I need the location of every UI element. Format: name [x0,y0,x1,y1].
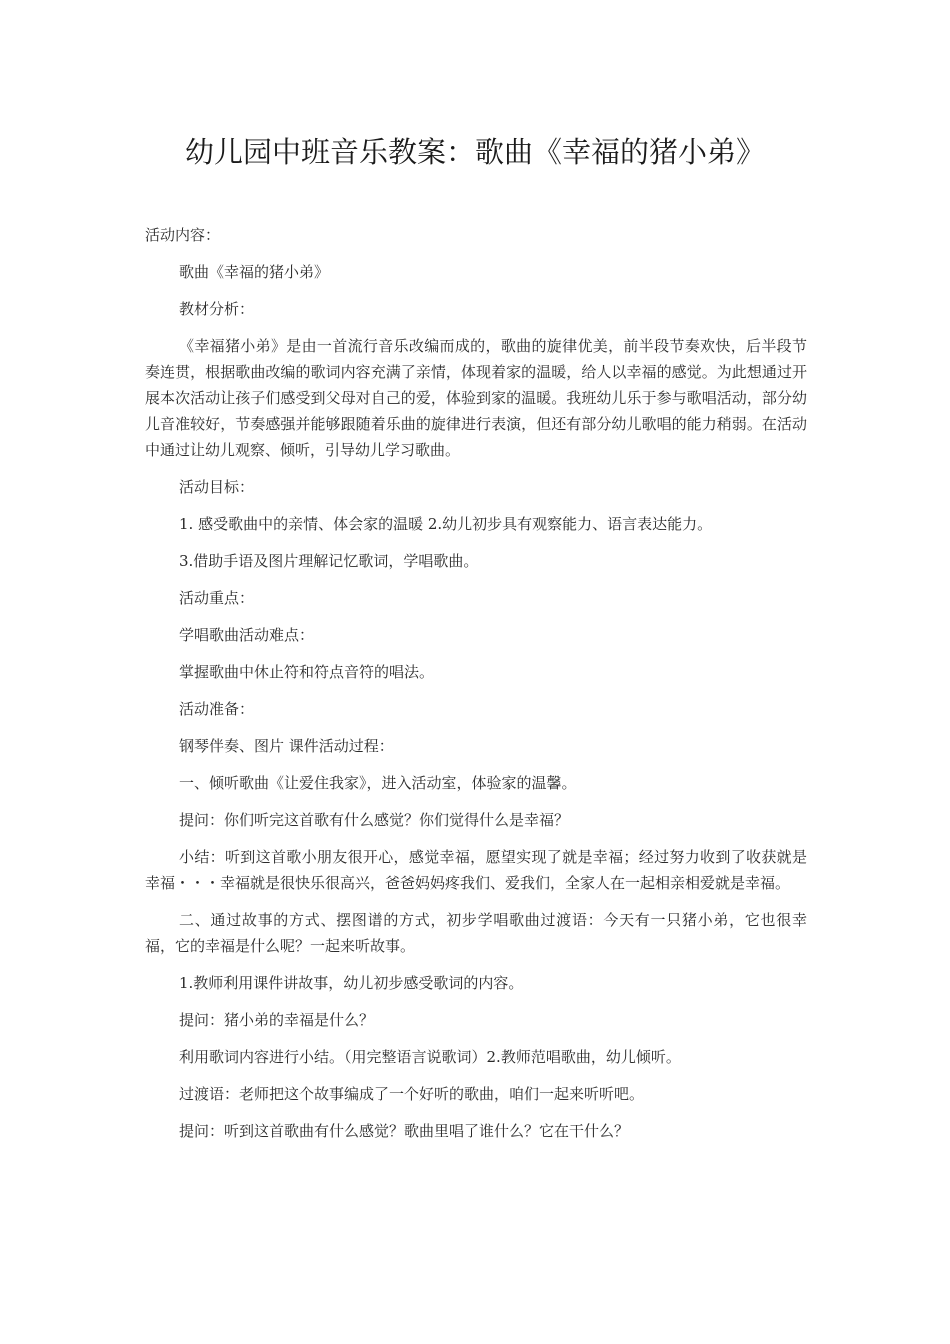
paragraph-step-1: 一、倾听歌曲《让爱住我家》，进入活动室，体验家的温馨。 [179,774,577,792]
paragraph-difficulty-label: 学唱歌曲活动难点： [179,626,315,644]
paragraph-goals-1-2: 1. 感受歌曲中的亲情、体会家的温暖 2.幼儿初步具有观察能力、语言表达能力。 [179,515,713,533]
paragraph-summary-2: 利用歌词内容进行小结。（用完整语言说歌词）2.教师范唱歌曲，幼儿倾听。 [179,1048,681,1066]
document-title: 幼儿园中班音乐教案：歌曲《幸福的猪小弟》 [184,135,765,169]
paragraph-song-name: 歌曲《幸福的猪小弟》 [179,263,330,281]
document-body [145,222,807,1155]
paragraph-question-1: 提问：你们听完这首歌有什么感觉？你们觉得什么是幸福？ [179,811,570,829]
paragraph-question-2: 提问：猪小弟的幸福是什么？ [179,1011,375,1029]
paragraph-question-3: 提问：听到这首歌曲有什么感觉？歌曲里唱了谁什么？它在干什么？ [179,1122,630,1140]
paragraph-preparation: 钢琴伴奏、图片 课件活动过程： [179,737,394,755]
paragraph-goals-label: 活动目标： [179,478,255,496]
paragraph-key-points-label: 活动重点： [179,589,255,607]
paragraph-goals-3: 3.借助手语及图片理解记忆歌词，学唱歌曲。 [179,552,479,570]
paragraph-material-analysis-label: 教材分析： [179,300,255,318]
paragraph-difficulty: 掌握歌曲中休止符和符点音符的唱法。 [179,663,435,681]
paragraph-summary-1: 小结：听到这首歌小朋友很开心，感觉幸福，愿望实现了就是幸福；经过努力收到了收获就是幸福・・・幸福就是很快乐很高兴，爸爸妈妈疼我们、爱我们，全家人在一起相亲相爱就是幸福。 [145,848,807,892]
paragraph-material-analysis: 《幸福猪小弟》是由一首流行音乐改编而成的，歌曲的旋律优美，前半段节奏欢快，后半段节奏连贯，根据歌曲改编的歌词内容充满了亲情，体现着家的温暖，给人以幸福的感觉。为此想通过开展本次活动让孩子们感受到父母对自己的爱，体验到家的温暖。我班幼儿乐于参与歌唱活动，部分幼儿音准较好，节奏感强并能够跟随着乐曲的旋律进行表演，但还有部分幼儿歌唱的能力稍弱。在活动中通过让幼儿观察、倾听，引导幼儿学习歌曲。 [145,337,807,459]
paragraph-preparation-label: 活动准备： [179,700,255,718]
paragraph-step-2: 二、通过故事的方式、摆图谱的方式，初步学唱歌曲过渡语：今天有一只猪小弟，它也很幸福，它的幸福是什么呢？一起来听故事。 [145,911,807,955]
paragraph-step-2-1: 1.教师利用课件讲故事，幼儿初步感受歌词的内容。 [179,974,524,992]
paragraph-activity-content-label: 活动内容： [145,226,221,244]
paragraph-transition: 过渡语：老师把这个故事编成了一个好听的歌曲，咱们一起来听听吧。 [179,1085,645,1103]
